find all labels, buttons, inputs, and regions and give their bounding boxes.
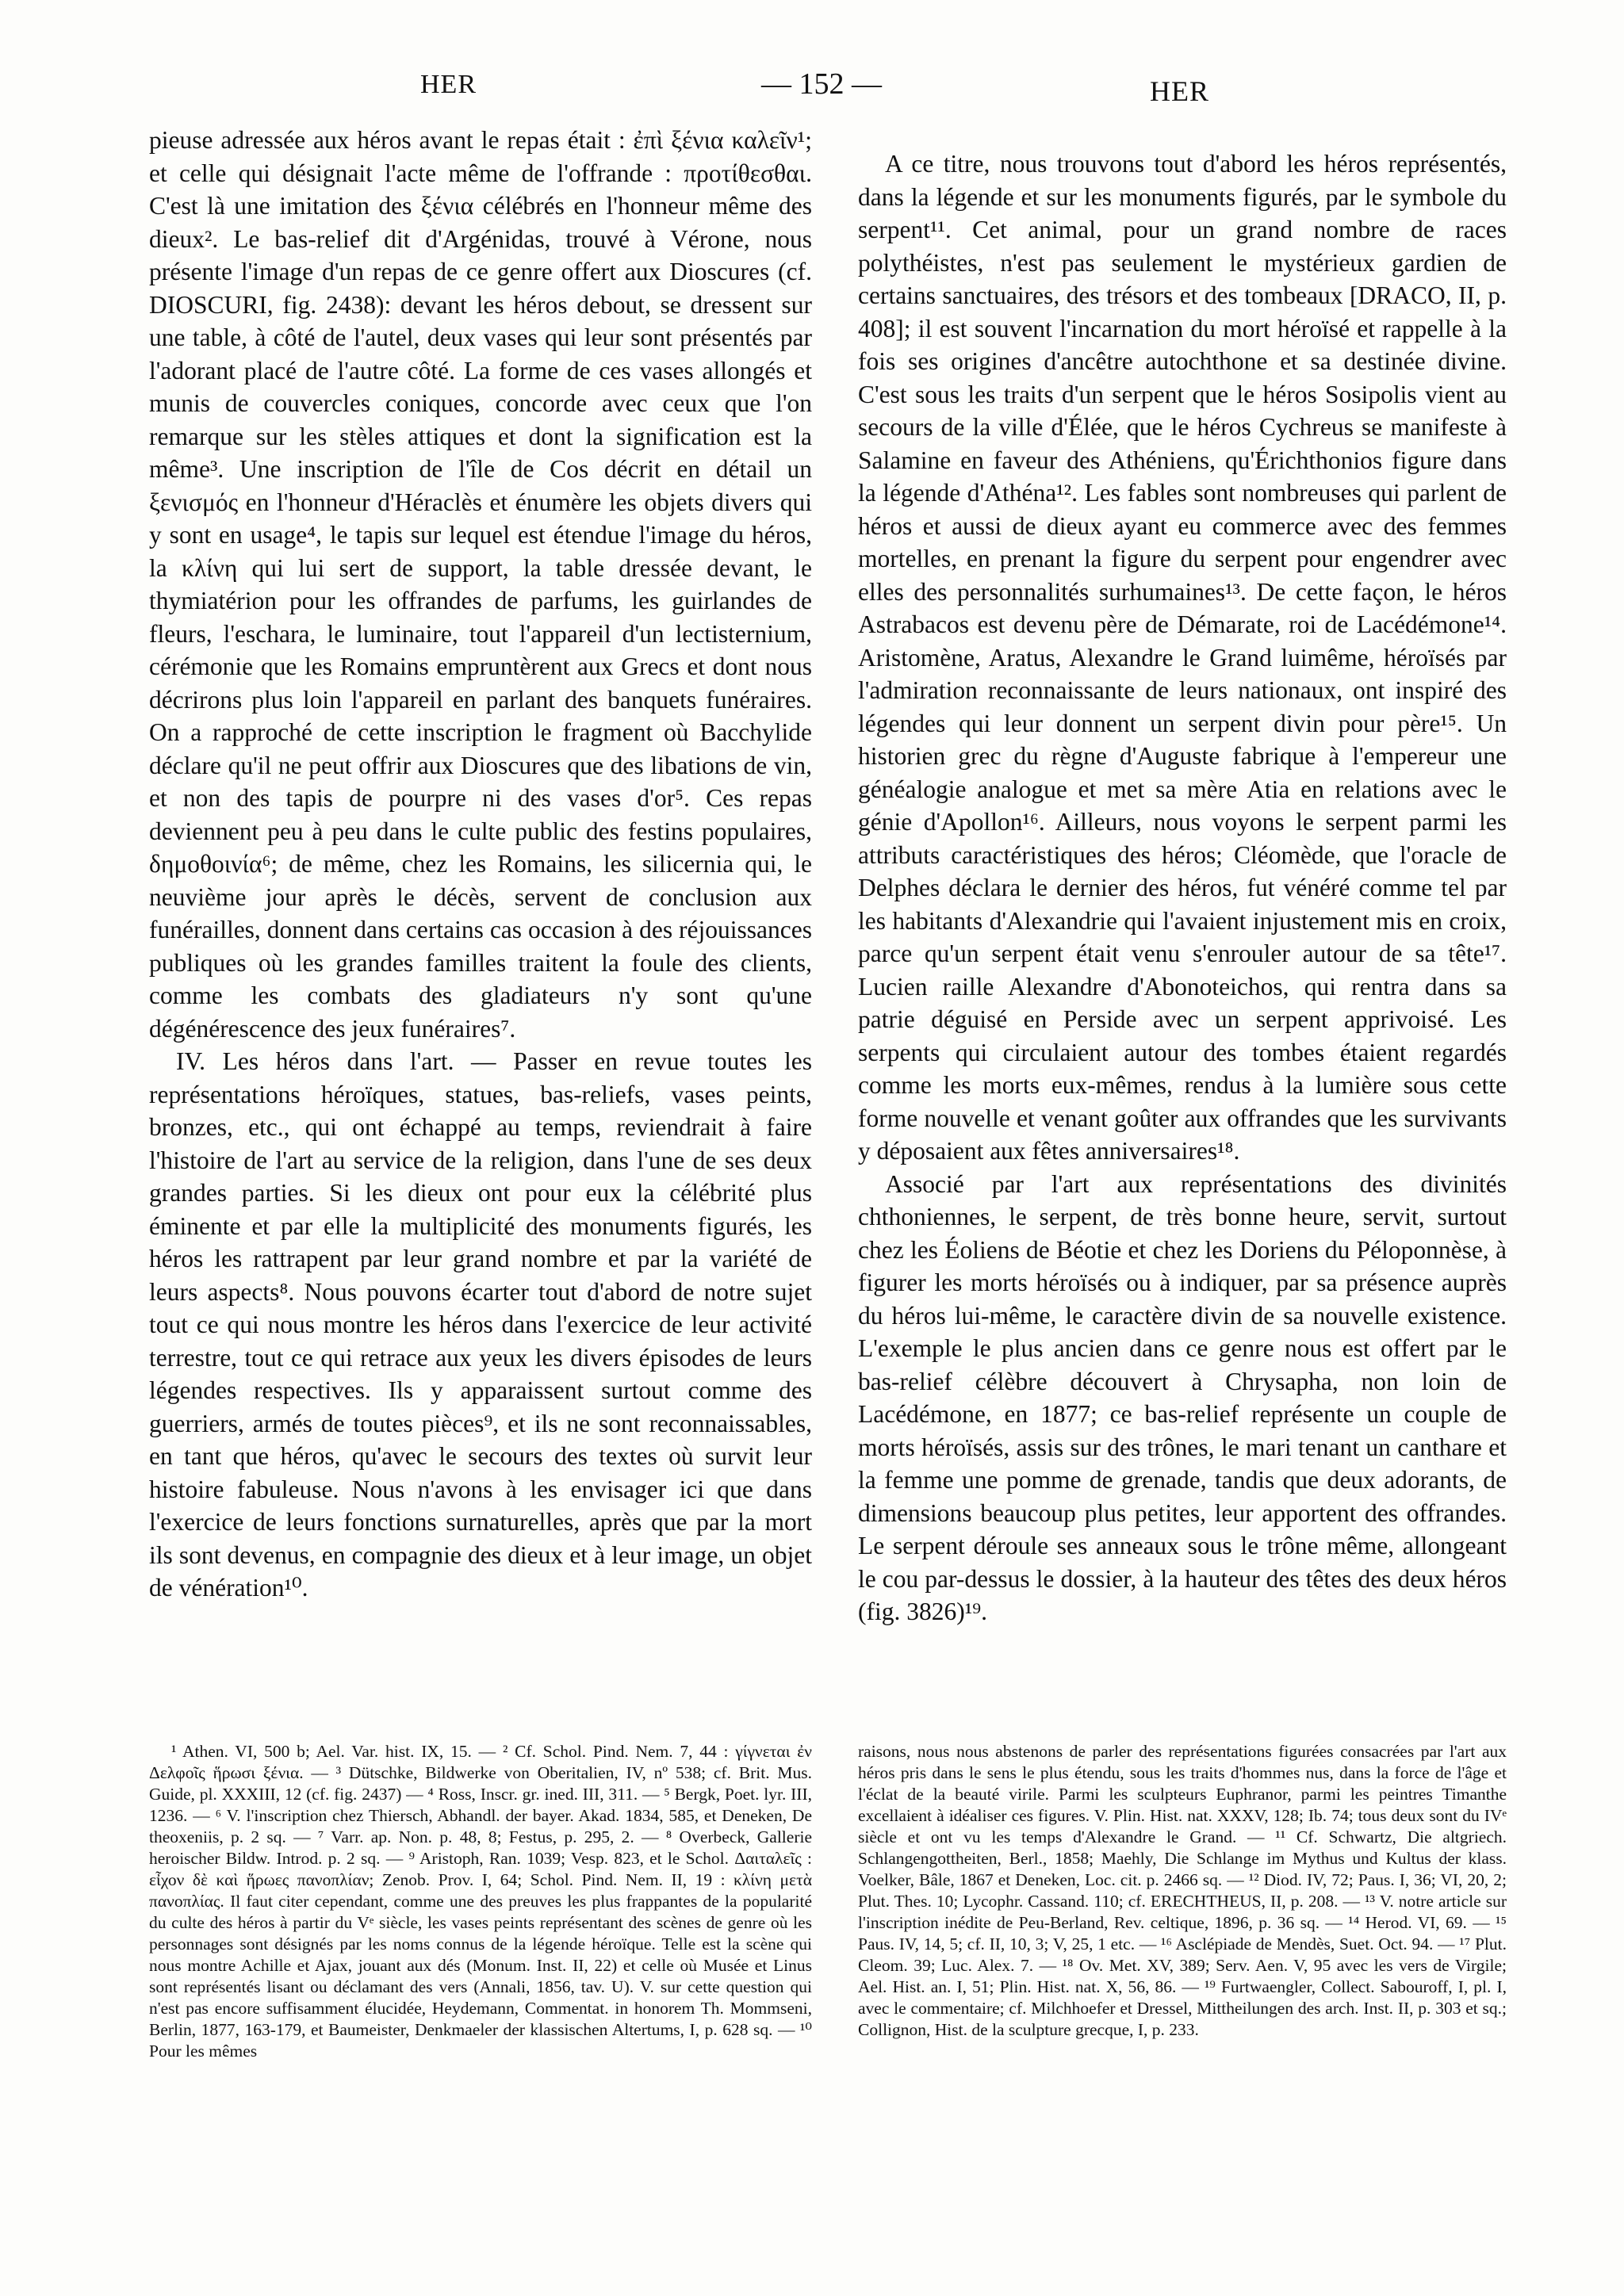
running-head-right: HER [1150, 75, 1209, 107]
running-header [0, 67, 1624, 117]
left-text-column [149, 124, 812, 1605]
footnote-block-left: ¹ Athen. VI, 500 b; Ael. Var. hist. IX, 15. — ² Cf. Schol. Pind. Nem. 7, 44 : γίγνεται ἐν Δελφοῖς ἥρωσι ξένια. — ³ Dütschke, Bildwerke von Oberitalien, IV, nº 538; cf. Brit. Mus. Guide, pl. XXXIII, 12 (cf. fig. 2437) — ⁴ Ross, Inscr. gr. ined. III, 311. — ⁵ Bergk, Poet. lyr. III, 1236. — ⁶ V. l'inscription chez Thiersch, Abhandl. der bayer. Akad. 1834, 585, et Deneken, De theoxeniis, p. 2 sq. — ⁷ Varr. ap. Non. p. 48, 8; Festus, p. 295, 2. — ⁸ Overbeck, Gallerie heroischer Bildw. Introd. p. 2 sq. — ⁹ Aristoph, Ran. 1039; Vesp. 823, et le Schol. Δαιταλεῖς : εἶχον δὲ καὶ ἥρωες πανοπλίαν; Zenob. Prov. I, 64; Schol. Pind. Nem. II, 19 : κλίνη μετὰ πανοπλίας. Il faut citer cependant, comme une des preuves les plus frappantes de la popularité du culte des héros à partir du Vᵉ siècle, les vases peints représentant des scènes de genre où les personnages sont désignés par les noms connus de la légende héroïque. Telle est la scène qui nous montre Achille et Ajax, jouant aux dés (Monum. Inst. II, 22) et celle où Musée et Linus sont représentés lisant ou déclamant des vers (Annali, 1856, tav. U). V. sur cette question qui n'est pas encore suffisamment élucidée, Heydemann, Commentat. in honorem Th. Mommseni, Berlin, 1877, 163-179, et Baumeister, Denkmaeler der klassischen Altertums, I, p. 628 sq. — ¹⁰ Pour les mêmes [149, 1742, 812, 2061]
footnotes-right [858, 1741, 1507, 2041]
footnote-block-right: raisons, nous nous abstenons de parler des représentations figurées consacrées par l'art aux héros pris dans le sens le plus étendu, sous les traits d'hommes nus, dans la force de l'âge et l'éclat de la beauté virile. Parmi les sculpteurs Euphranor, parmi les peintres Timanthe excellaient à idéaliser ces figures. V. Plin. Hist. nat. XXXV, 128; Ib. 74; tous deux sont du IVᵉ siècle et ont vu les temps d'Alexandre le Grand. — ¹¹ Cf. Schwartz, Die altgriech. Schlangengottheiten, Berl., 1858; Maehly, Die Schlange im Mythus und Kultus der klass. Voelker, Bâle, 1867 et Deneken, Loc. cit. p. 2466 sq. — ¹² Diod. IV, 72; Paus. I, 36; VI, 20, 2; Plut. Thes. 10; Lycophr. Cassand. 110; cf. ERECHTHEUS, II, p. 208. — ¹³ V. notre article sur l'inscription inédite de Peu-Berland, Rev. celtique, 1896, p. 36 sq. — ¹⁴ Herod. VI, 69. — ¹⁵ Paus. IV, 14, 5; cf. II, 10, 3; V, 25, 1 etc. — ¹⁶ Asclépiade de Mendès, Suet. Oct. 94. — ¹⁷ Plut. Cleom. 39; Luc. Alex. 7. — ¹⁸ Ov. Met. XV, 389; Serv. Aen. V, 95 avec les vers de Virgile; Ael. Hist. an. I, 51; Plin. Hist. nat. X, 56, 86. — ¹⁹ Furtwaengler, Collect. Sabouroff, I, pl. I, avec le commentaire; cf. Milchhoefer et Dressel, Mittheilungen des arch. Inst. II, p. 303 et sq.; Collignon, Hist. de la sculpture grecque, I, p. 233. [858, 1742, 1507, 2039]
page-number: — 152 — [761, 67, 882, 101]
right-text-column [858, 147, 1507, 1628]
left-paragraph-2-heroes-in-art: IV. Les héros dans l'art. — Passer en revue toutes les représentations héroïques, statues, bas-reliefs, vases peints, bronzes, etc., qui ont échappé au temps, reviendrait à faire l'histoire de l'art au service de la religion, dans l'une de ses deux grandes parties. Si les dieux ont pour eux la célébrité plus éminente et par elle la multiplicité des monuments figurés, les héros les rattrapent par leur grand nombre et par la variété de leurs aspects⁸. Nous pouvons écarter tout d'abord de notre sujet tout ce qui nous montre les héros dans l'exercice de leur activité terrestre, tout ce qui retrace aux yeux les divers épisodes de leurs légendes respectives. Ils y apparaissent surtout comme des guerriers, armés de toutes pièces⁹, et ils ne sont reconnaissables, en tant que héros, qu'avec le secours des textes où survit leur histoire fabuleuse. Nous n'avons à les envisager ici que dans l'exercice de leurs fonctions surnaturelles, après que par la mort ils sont devenus, en compagnie des dieux et à leur image, un objet de vénération¹⁰. [149, 1047, 812, 1601]
running-head-left: HER [420, 70, 477, 99]
left-paragraph-1: pieuse adressée aux héros avant le repas était : ἐπὶ ξένια καλεῖν¹; et celle qui désignait l'acte même de l'offrande : προτίθεσθαι. C'est là une imitation des ξένια célébrés en l'honneur même des dieux². Le bas-relief dit d'Argénidas, trouvé à Vérone, nous présente l'image d'un repas de ce genre offert aux Dioscures (cf. DIOSCURI, fig. 2438): devant les héros debout, se dressent sur une table, à côté de l'autel, deux vases qui leur sont présentés par l'adorant placé de l'autre côté. La forme de ces vases allongés et munis de couvercles coniques, concorde avec ceux que l'on remarque sur les stèles attiques et dont la signification est la même³. Une inscription de l'île de Cos décrit en détail un ξενισμός en l'honneur d'Héraclès et énumère les objets divers qui y sont en usage⁴, le tapis sur lequel est étendue l'image du héros, la κλίνη qui lui sert de support, la table dressée devant, le thymiatérion pour les offrandes de parfums, les guirlandes de fleurs, l'eschara, le luminaire, tout l'appareil d'un lectisternium, cérémonie que les Romains empruntèrent aux Grecs et dont nous décrirons plus loin l'appareil en parlant des banquets funéraires. On a rapproché de cette inscription le fragment où Bacchylide déclare qu'il ne peut offrir aux Dioscures que des libations de vin, et non des tapis de pourpre ni des vases d'or⁵. Ces repas deviennent peu à peu dans le culte public des festins populaires, δημοθοινία⁶; de même, chez les Romains, les silicernia qui, le neuvième jour après le décès, servent de conclusion aux funérailles, donnent dans certains cas occasion à des réjouissances publiques où les grandes familles traitent la foule des clients, comme les combats des gladiateurs n'y sont qu'une dégénérescence des jeux funéraires⁷. [149, 126, 812, 1043]
footnotes-left [149, 1741, 812, 2062]
right-paragraph-1: A ce titre, nous trouvons tout d'abord les héros représentés, dans la légende et sur les monuments figurés, par le symbole du serpent¹¹. Cet animal, pour un grand nombre de races polythéistes, n'est pas seulement le mystérieux gardien de certains sanctuaires, des trésors et des tombeaux [DRACO, II, p. 408]; il est souvent l'incarnation du mort héroïsé et rappelle à la fois ses origines d'ancêtre autochthone et sa destinée divine. C'est sous les traits d'un serpent que le héros Sosipolis vient au secours de la ville d'Élée, que le héros Cychreus se manifeste à Salamine en faveur des Athéniens, qu'Érichthonios figure dans la légende d'Athéna¹². Les fables sont nombreuses qui parlent de héros et aussi de dieux ayant eu commerce avec des femmes mortelles, en prenant la figure du serpent pour engendrer avec elles des personnalités surhumaines¹³. De cette façon, le héros Astrabacos est devenu père de Démarate, roi de Lacédémone¹⁴. Aristomène, Aratus, Alexandre le Grand luimême, héroïsés par l'admiration reconnaissante de leurs nationaux, ont inspiré des légendes qui leur donnent un serpent divin pour père¹⁵. Un historien grec du règne d'Auguste fabrique à l'empereur une généalogie analogue et met sa mère Atia en relations avec le génie d'Apollon¹⁶. Ailleurs, nous voyons le serpent parmi les attributs caractéristiques des héros; Cléomède, que l'oracle de Delphes déclara le dernier des héros, fut vénéré comme tel par les habitants d'Alexandrie qui l'avaient injustement mis en croix, parce qu'un serpent était venu s'enrouler autour de sa tête¹⁷. Lucien raille Alexandre d'Abonoteichos, qui rentra dans sa patrie déguisé en Perside avec un serpent apprivoisé. Les serpents qui circulaient autour des tombes étaient regardés comme les morts eux-mêmes, rendus à la lumière sous cette forme nouvelle et venant goûter aux offrandes que les survivants y déposaient aux fêtes anniversaires¹⁸. [858, 150, 1507, 1165]
right-paragraph-2: Associé par l'art aux représentations des divinités chthoniennes, le serpent, de très bonne heure, servit, surtout chez les Éoliens de Béotie et chez les Doriens du Péloponnèse, à figurer les morts héroïsés ou à indiquer, par sa présence auprès du héros lui-même, le caractère divin de sa nouvelle existence. L'exemple le plus ancien dans ce genre nous est offert par le bas-relief célèbre découvert à Chrysapha, non loin de Lacédémone, en 1877; ce bas-relief représente un couple de morts héroïsés, assis sur des trônes, le mari tenant un canthare et la femme une pomme de grenade, tandis que deux adorants, de dimensions beaucoup plus petites, leur apportent des offrandes. Le serpent déroule ses anneaux sous le trône même, allongeant le cou par-dessus le dossier, à la hauteur des têtes des deux héros (fig. 3826)¹⁹. [858, 1169, 1507, 1625]
